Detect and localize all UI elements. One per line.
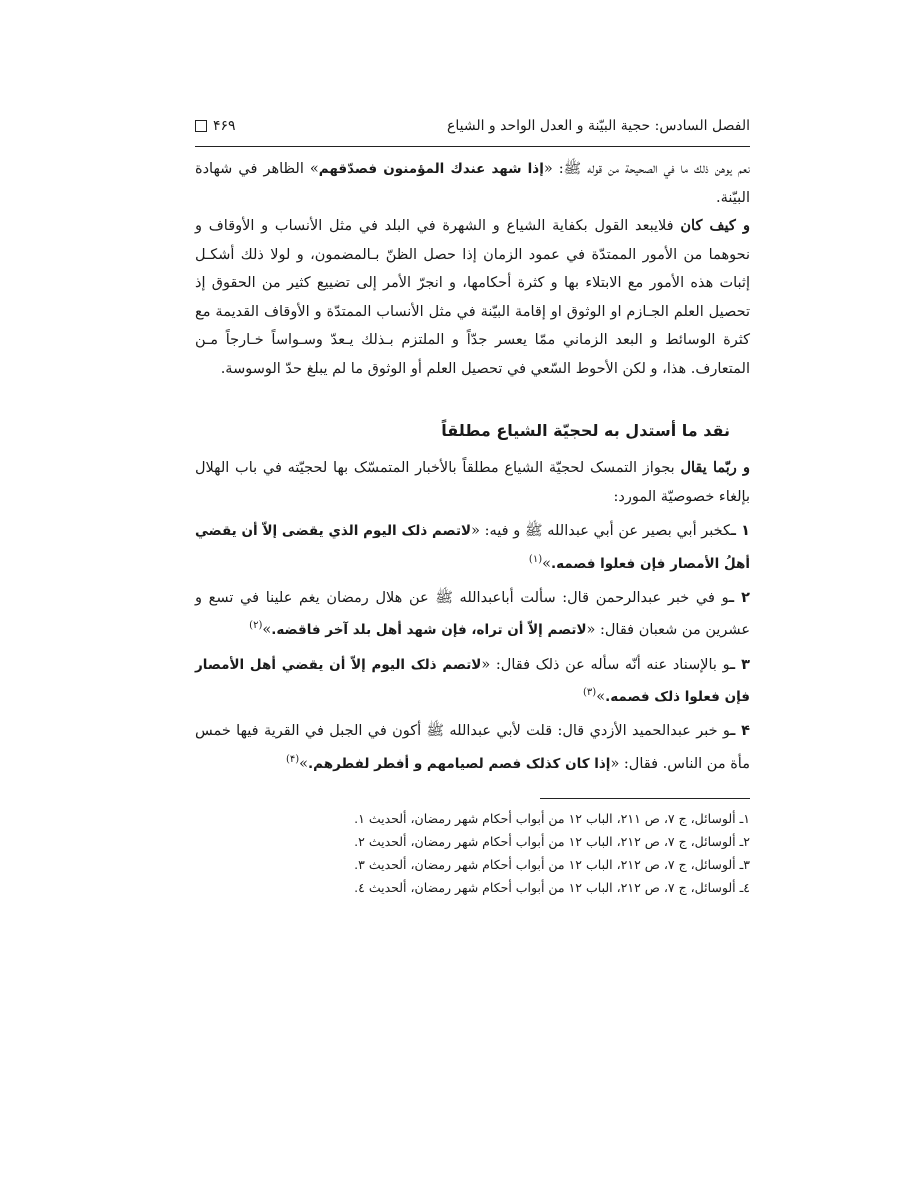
footnote-divider: [540, 798, 750, 799]
narration-text: و في خبر عبدالرحمن قال: سألت أباعبدالله ﷺ عن هلال رمضان يغم علينا في تسع و عشرين من شعبان فقال: «: [195, 589, 750, 639]
square-bullet-icon: [195, 120, 207, 132]
narration-number: ۱ ـ: [731, 523, 750, 539]
paragraph-2-body: فلايبعد القول بكفاية الشياع و الشهرة في البلد في مثل الأنساب و الأوقاف و نحوهما من الأمور الممتدّة في عمود الزمان إذا حصل الظنّ بـالمضمون، و لولا ذلك أشكـل إثبات هذه الأمور مع الابتلاء بها و كثرة أحكامها، و انجرّ الأمر إلى تضييع كثير من الحقوق إذ تحصيل العلم الجـازم او الوثوق او إقامة البيّنة في مثل الأنساب الممتدّة و الأوقاف القديمة مع كثرة الوسائط و البعد الزماني ممّا يعسر جدّاً و الملتزم بـذلك يـعدّ وسـواساً خـارجاً مـن المتعارف. هذا، و لكن الأحوط السّعي في تحصيل العلم أو الوثوق ما لم يبلغ حدّ الوسوسة.: [195, 218, 750, 377]
narration-close: »: [596, 688, 606, 705]
intro-paragraph: [195, 454, 750, 511]
intro-lead: و ربّما يقال: [680, 459, 750, 476]
footnote-2: ٢ـ ألوسائل، ج ٧، ص ٢١٢، الباب ١٢ من أبواب أحكام شهر رمضان، ألحديث ٢.: [354, 834, 750, 850]
intro-body: بجواز التمسک لحجيّة الشياع مطلقاً بالأخبار المتمسّک بها لحجيّته في باب الهلال بإلغاء خصوصيّة المورد:: [195, 460, 750, 505]
footnote-ref[interactable]: (۴): [285, 753, 300, 765]
paragraph-1-text-a: نعم يوهن ذلك ما في الصحيحة من قوله ﷺ: «: [543, 161, 751, 177]
narration-quote: إذا كان كذلک فصم لصيامهم و أفطر لفطرهم.: [308, 755, 611, 772]
paragraph-1-text-b: » الظاهر في شهادة البيّنة.: [195, 161, 750, 206]
narration-close: »: [542, 555, 551, 572]
footnote-1: ١ـ ألوسائل، ج ٧، ص ٢١١، الباب ١٢ من أبواب أحكام شهر رمضان، ألحديث ١.: [354, 811, 750, 827]
footnotes: [195, 807, 750, 899]
footnote-ref[interactable]: (۲): [249, 620, 263, 632]
chapter-title: الفصل السادس: حجية البيّنة و العدل الواحد و الشياع: [446, 118, 750, 134]
paragraph-2-lead: و كيف كان: [680, 217, 751, 234]
paragraph-2: [195, 212, 750, 383]
paragraph-1-quote: إذا شهد عندك المؤمنون فصدّقهم: [318, 161, 544, 177]
narration-quote: لاتصم ذلک اليوم الذي يقضى إلاّ أن يقضي أهلُ الأمصار فإن فعلوا فصمه.: [195, 523, 750, 572]
running-header: [195, 110, 750, 147]
narration-number: ۴ ـ: [730, 723, 750, 740]
book-page: [195, 110, 750, 899]
footnote-ref[interactable]: (۱): [528, 553, 543, 565]
narration-4: [195, 717, 750, 778]
narration-number: ۲ ـ: [729, 589, 750, 606]
footnote-ref[interactable]: (۳): [583, 687, 597, 699]
narration-close: »: [262, 622, 272, 639]
narration-text: و بالإسناد عنه أنّه سأله عن ذلک فقال: «: [481, 656, 731, 673]
narration-text: كخبر أبي بصير عن أبي عبدالله ﷺ و فيه: «: [471, 523, 732, 539]
narration-close: »: [299, 755, 309, 772]
narration-3: [195, 651, 750, 712]
narration-2: [195, 584, 750, 645]
narration-quote: لاتصم ذلک اليوم إلاّ أن يقضي أهل الأمصار فإن فعلوا ذلک فصمه.: [195, 656, 750, 705]
page-number: ۴۶۹: [213, 118, 236, 134]
page-number-block: [195, 118, 236, 134]
paragraph-1: [195, 155, 750, 212]
narration-1: [195, 517, 750, 578]
narration-quote: لاتصم إلاّ أن تراه، فإن شهد أهل بلد آخر فاقضه.: [271, 622, 587, 639]
footnote-4: ٤ـ ألوسائل، ج ٧، ص ٢١٢، الباب ١٢ من أبواب أحكام شهر رمضان، ألحديث ٤.: [354, 880, 750, 896]
narration-text: و خبر عبدالحميد الأزدي قال: قلت لأبي عبدالله ﷺ أكون في الجبل في القرية فيها خمس مأة من الناس. فقال: «: [195, 723, 750, 772]
footnote-3: ٣ـ ألوسائل، ج ٧، ص ٢١٢، الباب ١٢ من أبواب أحكام شهر رمضان، ألحديث ٣.: [354, 857, 750, 873]
narration-number: ۳ ـ: [730, 656, 750, 673]
section-heading: نقد ما أستدل به لحجيّة الشياع مطلقاً: [441, 421, 730, 440]
